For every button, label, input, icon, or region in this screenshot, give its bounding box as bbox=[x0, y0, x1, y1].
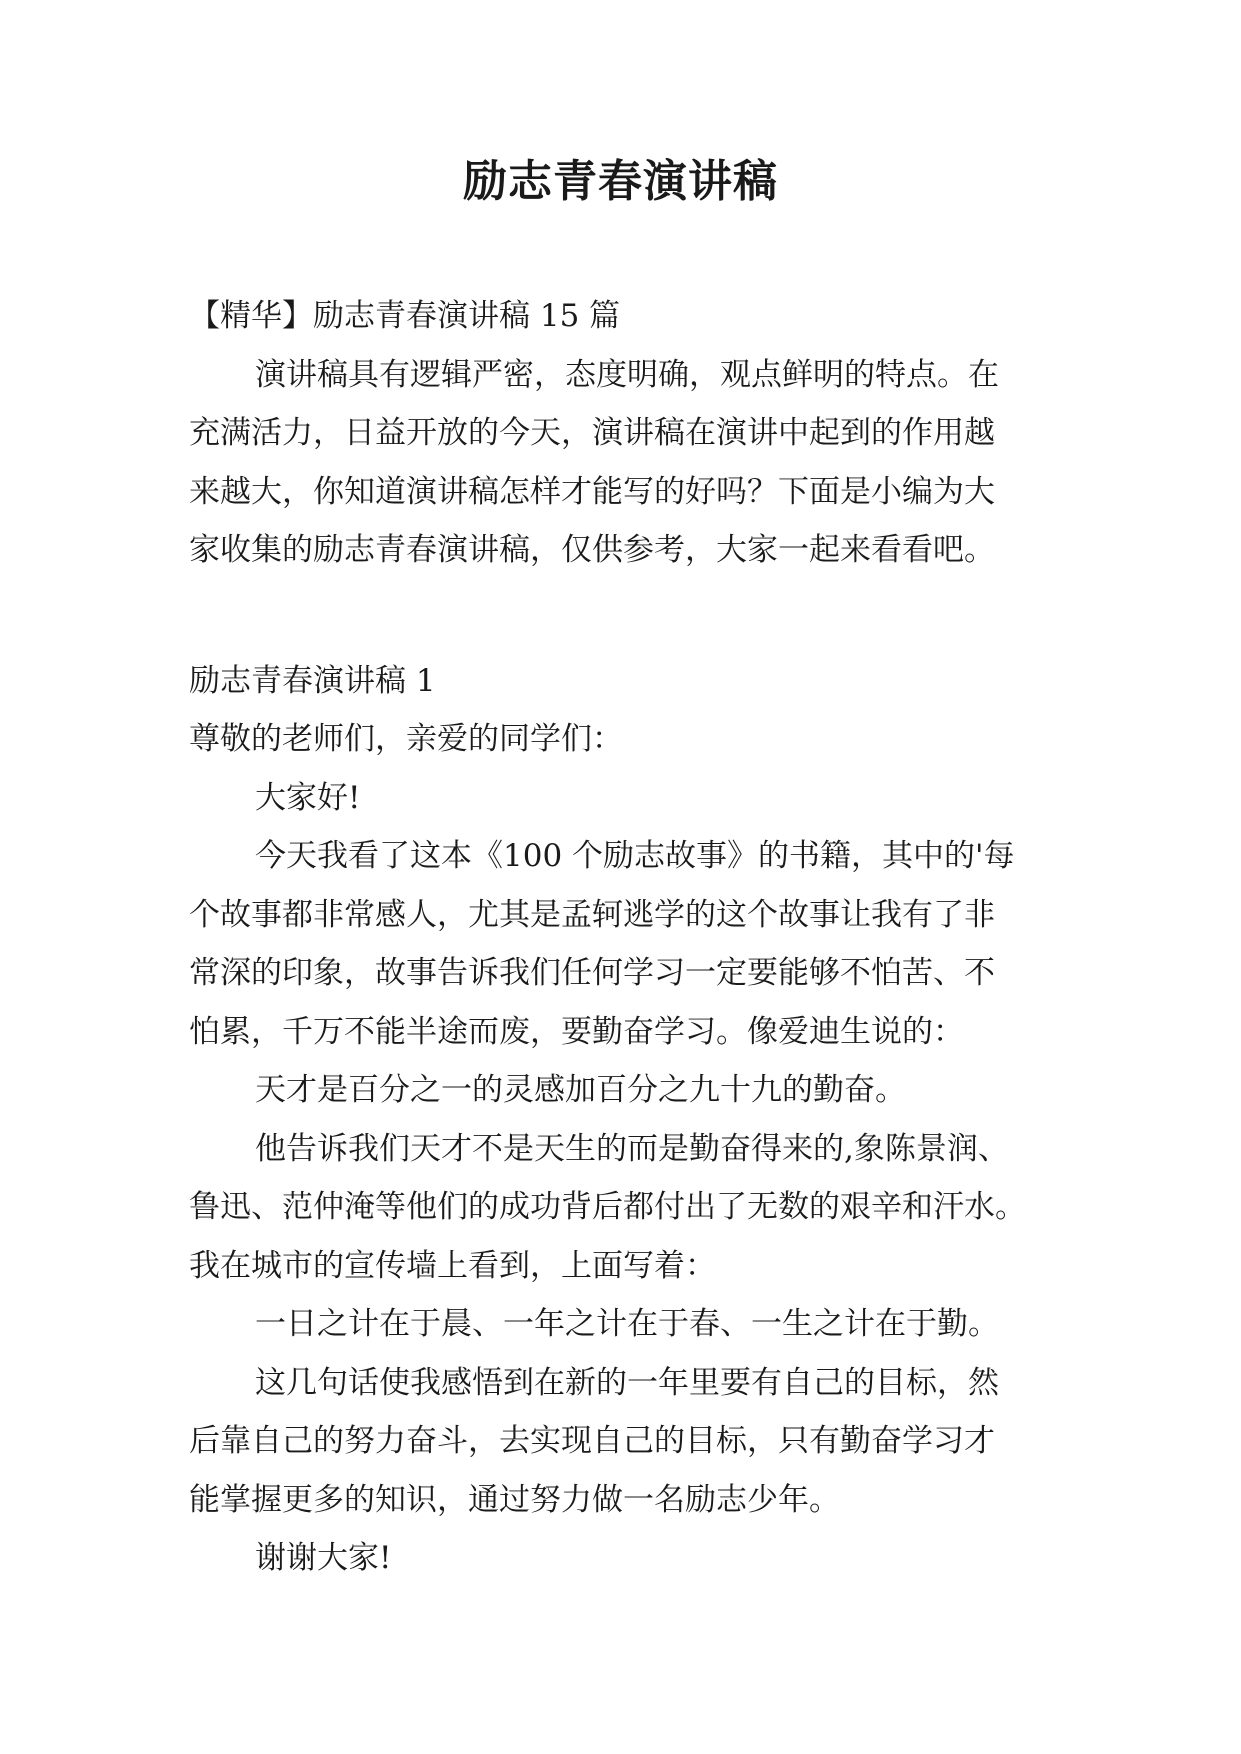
para2-line-3: 我在城市的宣传墙上看到，上面写着： bbox=[189, 1247, 716, 1284]
intro-line-1: 演讲稿具有逻辑严密，态度明确，观点鲜明的特点。在 bbox=[255, 356, 999, 393]
quote-edison: 天才是百分之一的灵感加百分之九十九的勤奋。 bbox=[255, 1072, 906, 1108]
greeting: 大家好! bbox=[255, 779, 361, 816]
quote-diligence: 一日之计在于晨、一年之计在于春、一生之计在于勤。 bbox=[255, 1306, 999, 1342]
closing: 谢谢大家! bbox=[255, 1540, 392, 1576]
intro-line-3: 来越大，你知道演讲稿怎样才能写的好吗？下面是小编为大 bbox=[189, 473, 995, 510]
para1-line-3: 常深的印象，故事告诉我们任何学习一定要能够不怕苦、不 bbox=[189, 955, 995, 991]
para3-line-2: 后靠自己的努力奋斗，去实现自己的目标，只有勤奋学习才 bbox=[189, 1423, 995, 1459]
para3-line-3: 能掌握更多的知识，通过努力做一名励志少年。 bbox=[189, 1481, 840, 1518]
document-title: 励志青春演讲稿 bbox=[463, 156, 778, 207]
subtitle: 【精华】励志青春演讲稿 15 篇 bbox=[189, 298, 621, 334]
section-heading: 励志青春演讲稿 1 bbox=[189, 662, 436, 699]
section-gap bbox=[189, 580, 1069, 652]
intro-line-2: 充满活力，日益开放的今天，演讲稿在演讲中起到的作用越 bbox=[189, 415, 995, 451]
intro-line-4: 家收集的励志青春演讲稿，仅供参考，大家一起来看看吧。 bbox=[189, 532, 995, 568]
para1-line-1: 今天我看了这本《100 个励志故事》的书籍，其中的'每 bbox=[255, 838, 1015, 874]
para3-line-1: 这几句话使我感悟到在新的一年里要有自己的目标，然 bbox=[255, 1364, 999, 1401]
para2-line-2: 鲁迅、范仲淹等他们的成功背后都付出了无数的艰辛和汗水。 bbox=[189, 1189, 1026, 1225]
para2-line-1: 他告诉我们天才不是天生的而是勤奋得来的,象陈景润、 bbox=[255, 1130, 1009, 1167]
salutation: 尊敬的老师们，亲爱的同学们： bbox=[189, 721, 623, 757]
para1-line-2: 个故事都非常感人，尤其是孟轲逃学的这个故事让我有了非 bbox=[189, 896, 995, 933]
para1-line-4: 怕累，千万不能半途而废，要勤奋学习。像爱迪生说的： bbox=[189, 1013, 964, 1050]
document-body bbox=[189, 287, 1069, 1588]
